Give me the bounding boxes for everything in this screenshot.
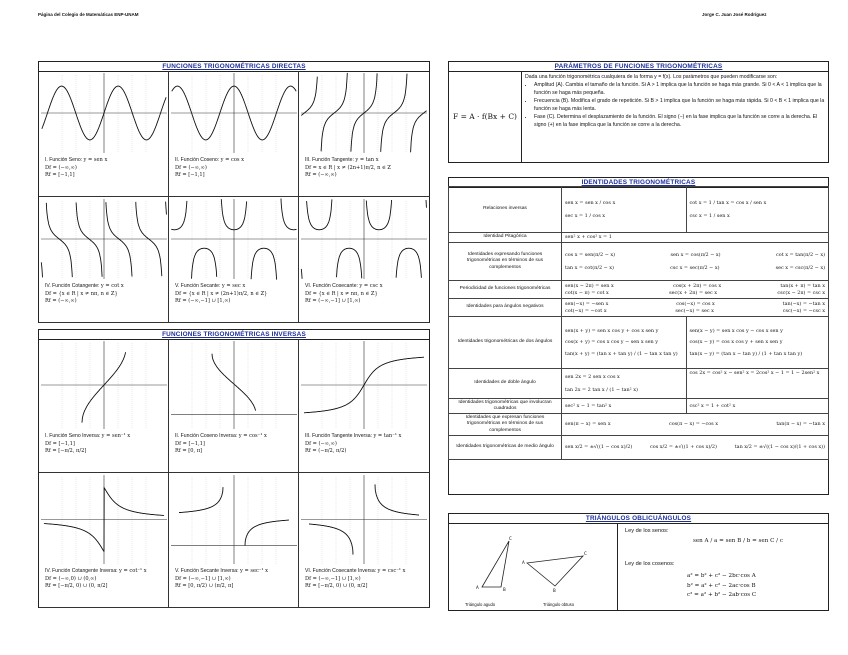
page-header-right: Jorge C. Juan José Rodríguez xyxy=(702,12,767,17)
identity-label: Relaciones inversas xyxy=(449,187,562,233)
identities-panel xyxy=(448,177,829,495)
inverse-function-cell xyxy=(299,473,430,608)
identity-cell: sec² x − 1 = tan² x xyxy=(562,399,687,414)
parameter-amplitude: • Amplitud (A). Cambia el tamaño de la función. Si A > 1 implica que la función se haga más grande. Si 0 < A < 1 implica que la función se haga más pequeña. xyxy=(534,81,825,97)
function-range: Rf = (−∞,−1] ∪ [1,∞) xyxy=(305,298,361,305)
function-range: Rf = [0, π/2) ∪ (π/2, π] xyxy=(175,583,234,590)
inverse-function-cell xyxy=(299,339,430,473)
arcsecant-curve-right xyxy=(245,520,289,545)
function-domain: Df = (−∞,∞) xyxy=(175,164,207,171)
function-formula: y = tan⁻¹ x xyxy=(373,433,402,439)
triangles-illustration xyxy=(449,523,617,611)
direct-functions-panel xyxy=(38,61,430,323)
identity-cell: sen(x − y) = sen x cos y − cos x sen y cos(x − y) = cos x cos y + sen x sen y tan(x − y) = (tan x − tan y) / (1 + tan x tan y) xyxy=(686,317,829,369)
direct-function-graph xyxy=(39,71,169,155)
inverse-function-graph xyxy=(299,473,429,566)
triangles-title: TRIÁNGULOS OBLICUÁNGULOS xyxy=(449,514,828,524)
inverse-function-cell xyxy=(39,339,169,473)
function-range: Rf = [−1,1] xyxy=(175,172,205,179)
law-of-sines: sen A / a = sen B / b = sen C / c xyxy=(693,538,783,544)
vertex-label: B xyxy=(503,587,506,592)
inverse-functions-panel xyxy=(38,329,430,608)
triangles-panel xyxy=(448,513,829,611)
identity-cell: sen² x + cos² x = 1 xyxy=(562,233,829,243)
identities-table xyxy=(448,186,829,460)
function-range: Rf = [−π/2, 0) ∪ (0, π/2] xyxy=(305,583,368,590)
law-of-sines-title: Ley de los senos: xyxy=(625,528,669,534)
direct-function-cell xyxy=(169,71,299,197)
function-range: Rf = [−π/2, 0) ∪ (0, π/2] xyxy=(45,583,108,590)
function-range: Rf = (−π/2, π/2) xyxy=(305,448,347,455)
identity-cell: cot x = 1 / tan x = cos x / sen x csc x = 1 / sen x xyxy=(686,187,829,233)
function-formula: y = cot x xyxy=(100,283,124,289)
direct-functions-title: FUNCIONES TRIGONOMÉTRICAS DIRECTAS xyxy=(39,62,429,72)
function-formula: y = csc⁻¹ x xyxy=(377,568,406,574)
function-name: IV. Función Cotangente Inversa: xyxy=(45,568,118,574)
identity-cell: sen x = sen x / cos x sec x = 1 / cos x xyxy=(562,187,687,233)
identity-cell: sen(π − x) = sen x cos(π − x) = −cos x tan(π − x) = −tan x xyxy=(562,414,829,435)
function-formula: y = sec⁻¹ x xyxy=(239,568,269,574)
function-domain: Df = {x ∈ R | x ≠ (2n+1)π/2, n ∈ Z} xyxy=(175,290,268,297)
function-name: IV. Función Cotangente: xyxy=(45,283,100,289)
function-formula: y = sen⁻¹ x xyxy=(101,433,131,439)
identities-title: IDENTIDADES TRIGONOMÉTRICAS xyxy=(449,178,828,188)
function-domain: Df = (−∞,∞) xyxy=(45,164,77,171)
obtuse-triangle xyxy=(527,556,583,586)
function-domain: Df = x ∈ R | x ≠ (2n+1)π/2, n ∈ Z xyxy=(305,164,391,171)
parameters-formula: F = A · f(Bx + C) xyxy=(453,112,517,121)
identity-label: Identidades trigonométricas que involucran cuadrados xyxy=(449,399,562,414)
arccosecant-curve-right xyxy=(375,484,419,515)
direct-function-graph xyxy=(39,197,169,281)
function-domain: Df = (−∞,−1] ∪ [1,∞) xyxy=(175,575,231,582)
function-name: II. Función Coseno Inversa: xyxy=(175,433,238,439)
inverse-function-graph xyxy=(299,339,429,431)
inverse-function-cell xyxy=(169,339,299,473)
function-range: Rf = (−∞,∞) xyxy=(305,172,337,179)
function-name: III. Función Tangente Inversa: xyxy=(305,433,373,439)
arcsecant-curve-left xyxy=(179,487,223,512)
inverse-function-cell xyxy=(169,473,299,608)
function-formula: y = cot⁻¹ x xyxy=(119,568,147,574)
identity-label: Identidad Pitagórica xyxy=(449,233,562,243)
function-domain: Df = (−∞,−1] ∪ [1,∞) xyxy=(305,575,361,582)
function-name: I. Función Seno Inversa: xyxy=(45,433,101,439)
function-name: VI. Función Cosecante: xyxy=(305,283,358,289)
obtuse-triangle-label: Triángulo obtuso xyxy=(543,602,575,607)
identity-cell: sen(−x) = −sen x cos(−x) = cos x tan(−x) = −tan x cot(−x) = −cot x sec(−x) = sec x csc(−x) = −csc x xyxy=(562,299,829,317)
identity-cell: csc² x = 1 + cot² x xyxy=(686,399,829,414)
function-range: Rf = (−∞,∞) xyxy=(45,298,77,305)
identity-label: Identidades de doble ángulo xyxy=(449,369,562,399)
function-formula: y = sec x xyxy=(221,283,246,289)
function-domain: Df = {x ∈ R | x ≠ nπ, n ∈ Z} xyxy=(305,290,378,297)
identity-label: Periodicidad de funciones trigonométricas xyxy=(449,281,562,299)
parameter-frequency: • Frecuencia (B). Modifica el grado de repetición. Si B > 1 implica que la función se haga más rápida. Si 0 < B < 1 implica que la función se haga más lenta. xyxy=(534,97,825,113)
vertex-label: C xyxy=(509,536,512,541)
function-range: Rf = (−∞,−1] ∪ [1,∞) xyxy=(175,298,231,305)
inverse-functions-title: FUNCIONES TRIGONOMÉTRICAS INVERSAS xyxy=(39,330,429,340)
function-formula: y = csc x xyxy=(359,283,383,289)
function-name: III. Función Tangente: xyxy=(305,157,354,163)
function-name: VI. Función Cosecante Inversa: xyxy=(305,568,377,574)
function-domain: Df = {x ∈ R | x ≠ nπ, n ∈ Z} xyxy=(45,290,118,297)
inverse-function-graph xyxy=(39,339,169,431)
function-domain: Df = [−1,1] xyxy=(45,440,75,447)
law-of-cosines-title: Ley de los cosenos: xyxy=(625,561,675,567)
acute-triangle xyxy=(482,541,509,587)
parameters-title: PARÁMETROS DE FUNCIONES TRIGONOMÉTRICAS xyxy=(449,62,828,72)
page-header-left: Página del Colegio de Matemáticas ENP-UNAM xyxy=(38,12,139,17)
direct-function-graph xyxy=(169,71,299,155)
function-range: Rf = [−π/2, π/2] xyxy=(45,448,87,455)
direct-function-cell xyxy=(169,197,299,323)
inverse-function-graph xyxy=(169,339,299,431)
inverse-function-graph xyxy=(39,473,169,566)
function-formula: y = cos⁻¹ x xyxy=(238,433,267,439)
inverse-function-graph xyxy=(169,473,299,566)
function-name: I. Función Seno: xyxy=(45,157,83,163)
parameter-phase: • Fase (C). Determina el desplazamiento de la función. El signo (−) en la fase implica que la función se corre a la derecha. El signo (+) en la fase implica que la función se corre a la derecha. xyxy=(534,113,825,129)
function-domain: Df = (−∞,∞) xyxy=(305,440,337,447)
parameters-panel xyxy=(448,61,829,163)
acute-triangle-label: Triángulo agudo xyxy=(465,602,496,607)
function-range: Rf = [0, π] xyxy=(175,448,203,455)
identity-cell: cos 2x = cos² x − sen² x = 2cos² x − 1 = 1 − 2sen² x xyxy=(686,369,829,399)
direct-function-cell xyxy=(299,197,430,323)
identity-cell: sen(x + y) = sen x cos y + cos x sen y cos(x + y) = cos x cos y − sen x sen y tan(x + y) = (tan x + tan y) / (1 − tan x tan y) xyxy=(562,317,687,369)
function-domain: Df = (−∞,0) ∪ (0,∞) xyxy=(45,575,97,582)
function-domain: Df = [−1,1] xyxy=(175,440,205,447)
arccosecant-curve-left xyxy=(309,524,353,555)
identity-cell: sen(x − 2π) = sen x cos(x + 2π) = cos x tan(x + π) = tan x cot(x − π) = cot x sec(x + 2π) = sec x csc(x − 2π) = csc x xyxy=(562,281,829,299)
direct-function-cell xyxy=(299,71,430,197)
vertex-label: A xyxy=(522,560,525,565)
direct-function-cell xyxy=(39,197,169,323)
function-range: Rf = [−1,1] xyxy=(45,172,75,179)
identity-label: Identidades para ángulos negativos xyxy=(449,299,562,317)
vertex-label: A xyxy=(476,585,479,590)
direct-function-graph xyxy=(299,71,429,155)
function-formula: y = tan x xyxy=(355,157,379,163)
function-formula: y = sen x xyxy=(83,157,108,163)
law-of-cosines: a² = b² + c² − 2bc·cos A b² = a² + c² − 2ac·cos B c² = a² + b² − 2ab·cos C xyxy=(687,573,757,598)
direct-function-graph xyxy=(299,197,429,281)
identity-cell: cos x = sen(π/2 − x) sen x = cos(π/2 − x) cot x = tan(π/2 − x) tan x = cot(π/2 − x) csc x = sec(π/2 − x) sec x = csc(π/2 − x) xyxy=(562,243,829,281)
identity-cell: sen x/2 = ±√((1 − cos x)/2) cos x/2 = ±√((1 + cos x)/2) tan x/2 = ±√((1 − cos x)/(1 + cos x)) xyxy=(562,435,829,459)
function-name: V. Función Secante Inversa: xyxy=(175,568,239,574)
identity-label: Identidades trigonométricas de dos ángulos xyxy=(449,317,562,369)
identity-cell: sen 2x = 2 sen x cos x tan 2x = 2 tan x / (1 − tan² x) xyxy=(562,369,687,399)
vertex-label: B xyxy=(553,588,556,593)
vertex-label: C xyxy=(584,551,587,556)
identity-label: Identidades trigonométricas de medio ángulo xyxy=(449,435,562,459)
direct-function-cell xyxy=(39,71,169,197)
function-name: II. Función Coseno: xyxy=(175,157,220,163)
function-formula: y = cos x xyxy=(220,157,245,163)
identity-label: Identidades expresando funciones trigonométricas en términos de sus complementos xyxy=(449,243,562,281)
function-name: V. Función Secante: xyxy=(175,283,221,289)
identity-label: Identidades que expresan funciones trigonométricas en términos de sus complementos xyxy=(449,414,562,435)
direct-function-graph xyxy=(169,197,299,281)
parameters-intro: Dada una función trigonométrica cualquiera de la forma y = f(x). Los parámetros que pueden modificarse son: xyxy=(525,74,778,80)
inverse-function-cell xyxy=(39,473,169,608)
